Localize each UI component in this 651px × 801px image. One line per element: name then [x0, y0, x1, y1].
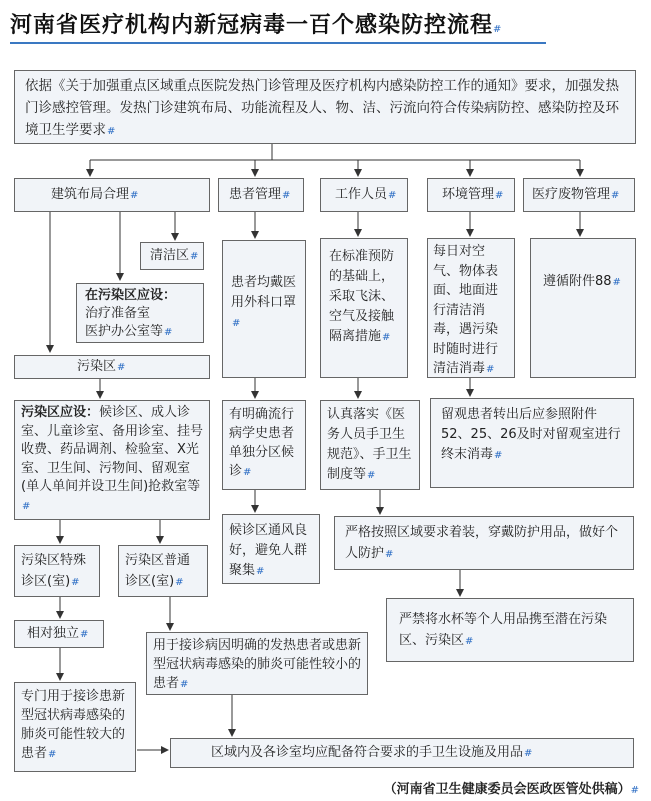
staff-protection-box: 认真落实《医务人员手卫生规范》、手卫生制度等# [320, 400, 420, 490]
hand-hygiene-box: 区域内及各诊室均应配备符合要求的手卫生设施及用品# [170, 738, 634, 768]
normal-use-box: 用于接诊病因明确的发热患者或患新型冠状病毒感染的肺炎可能性较小的患者# [146, 632, 368, 695]
contaminated-setup-box: 在污染区应设： 治疗准备室 医护办公室等# [76, 283, 204, 343]
requirement-box: 依据《关于加强重点区域重点医院发热门诊管理及医疗机构内感染防控工作的通知》要求，加强发热门诊感控管理。发热门诊建筑布局、功能流程及人、物、洁、污流向符合传染病防控、感染防控及环境卫生学要求# [14, 70, 636, 144]
ppe-box: 严格按照区域要求着装，穿戴防护用品，做好个人防护# [334, 516, 634, 570]
mask-box: 患者均戴医用外科口罩# [222, 240, 306, 378]
contaminated-zone-setup-box: 污染区应设：候诊区、成人诊室、儿童诊室、备用诊室、挂号收费、药品调剂、检验室、X光室、卫生间、污物间、留观室(单人单间并设卫生间)抢救室等# [14, 400, 210, 520]
page-title: 河南省医疗机构内新冠病毒一百个感染防控流程# [10, 13, 503, 38]
source-credit: （河南省卫生健康委员会医政医管处供稿）# [383, 782, 639, 797]
attachment-box: 遵循附件88# [530, 238, 636, 378]
normal-room-box: 污染区普通诊区(室)# [118, 545, 208, 597]
standard-precaution-box: 在标准预防的基础上，采取飞沫、空气及接触隔离措施# [320, 238, 408, 378]
clean-zone-box: 清洁区# [140, 242, 204, 270]
patient-mgmt-box: 患者管理# [218, 178, 304, 212]
ventilation-box: 候诊区通风良好，避免人群聚集# [222, 514, 320, 584]
disinfection-box: 每日对空气、物体表面、地面进行清洁消毒，遇污染时随时进行清洁消毒# [427, 238, 515, 378]
waste-mgmt-box: 医疗废物管理# [523, 178, 635, 212]
staff-box: 工作人员# [320, 178, 408, 212]
special-room-box: 污染区特殊诊区(室)# [14, 545, 100, 597]
env-mgmt-box: 环境管理# [427, 178, 515, 212]
terminal-disinfection-box: 留观患者转出后应参照附件52、25、26及时对留观室进行终末消毒# [430, 398, 634, 488]
independent-box: 相对独立# [14, 620, 104, 648]
epi-history-box: 有明确流行病学史患者单独分区候诊# [222, 400, 306, 490]
special-use-box: 专门用于接诊患新型冠状病毒感染的肺炎可能性较大的患者# [14, 682, 136, 772]
layout-box: 建筑布局合理# [14, 178, 210, 212]
contaminated-zone-box: 污染区# [14, 355, 210, 379]
no-personal-items-box: 严禁将水杯等个人用品携至潜在污染区、污染区# [386, 598, 634, 662]
